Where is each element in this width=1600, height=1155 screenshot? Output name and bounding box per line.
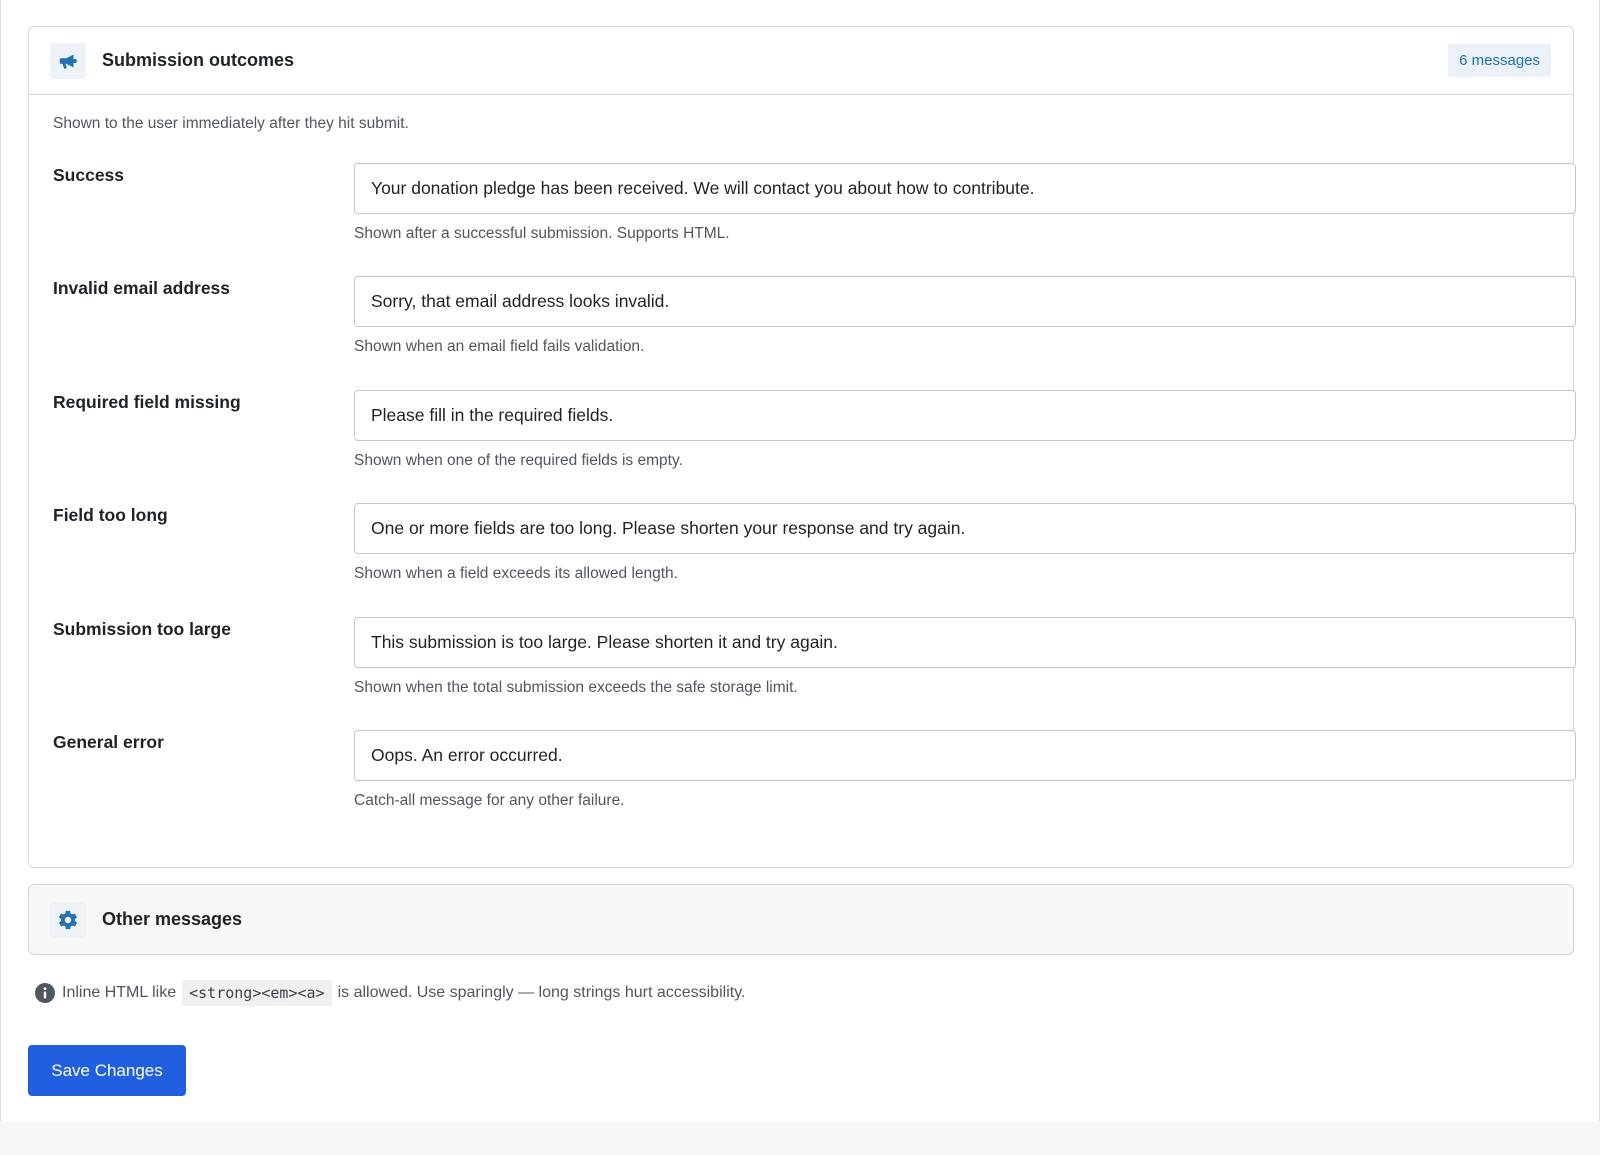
general-error-message-input[interactable] <box>354 730 1576 781</box>
message-row-required-missing <box>53 390 1551 490</box>
note-code: <strong><em><a> <box>182 980 331 1006</box>
message-row-field-too-long <box>53 503 1551 603</box>
note-suffix: is allowed. Use sparingly — long strings hurt accessibility. <box>337 984 746 1001</box>
other-messages-header[interactable] <box>29 885 1573 954</box>
field-too-long-message-input[interactable] <box>354 503 1576 554</box>
field-label: Field too long <box>53 505 168 525</box>
field-label: Success <box>53 165 125 185</box>
field-label: Invalid email address <box>53 278 231 298</box>
required-missing-message-input[interactable] <box>354 390 1576 441</box>
message-row-submission-too-large <box>53 617 1551 717</box>
note-prefix: Inline HTML like <box>62 984 177 1001</box>
gear-icon <box>50 902 86 938</box>
save-changes-button[interactable]: Save Changes <box>28 1045 186 1096</box>
field-help: Shown when the total submission exceeds the safe storage limit. <box>354 679 798 696</box>
message-count-badge: 6 messages <box>1448 44 1551 77</box>
message-row-success <box>53 163 1551 263</box>
field-label: General error <box>53 732 164 752</box>
info-icon <box>35 983 55 1003</box>
field-help: Shown when a field exceeds its allowed length. <box>354 565 678 582</box>
message-row-invalid-email <box>53 276 1551 376</box>
message-row-general-error <box>53 730 1551 830</box>
panel-description: Shown to the user immediately after they hit submit. <box>53 115 409 132</box>
field-help: Shown when an email field fails validation. <box>354 338 645 355</box>
field-label: Submission too large <box>53 619 231 639</box>
invalid-email-message-input[interactable] <box>354 276 1576 327</box>
panel-title: Other messages <box>102 909 243 929</box>
other-messages-panel[interactable] <box>28 884 1574 955</box>
html-help-note <box>35 980 745 1006</box>
field-help: Shown when one of the required fields is empty. <box>354 452 683 469</box>
success-message-input[interactable] <box>354 163 1576 214</box>
panel-title: Submission outcomes <box>102 50 295 70</box>
megaphone-icon <box>50 43 86 79</box>
field-help: Shown after a successful submission. Supports HTML. <box>354 225 730 242</box>
field-help: Catch-all message for any other failure. <box>354 792 625 809</box>
submission-outcomes-header[interactable] <box>29 27 1573 95</box>
submission-too-large-message-input[interactable] <box>354 617 1576 668</box>
field-label: Required field missing <box>53 392 241 412</box>
submission-outcomes-panel <box>28 26 1574 868</box>
